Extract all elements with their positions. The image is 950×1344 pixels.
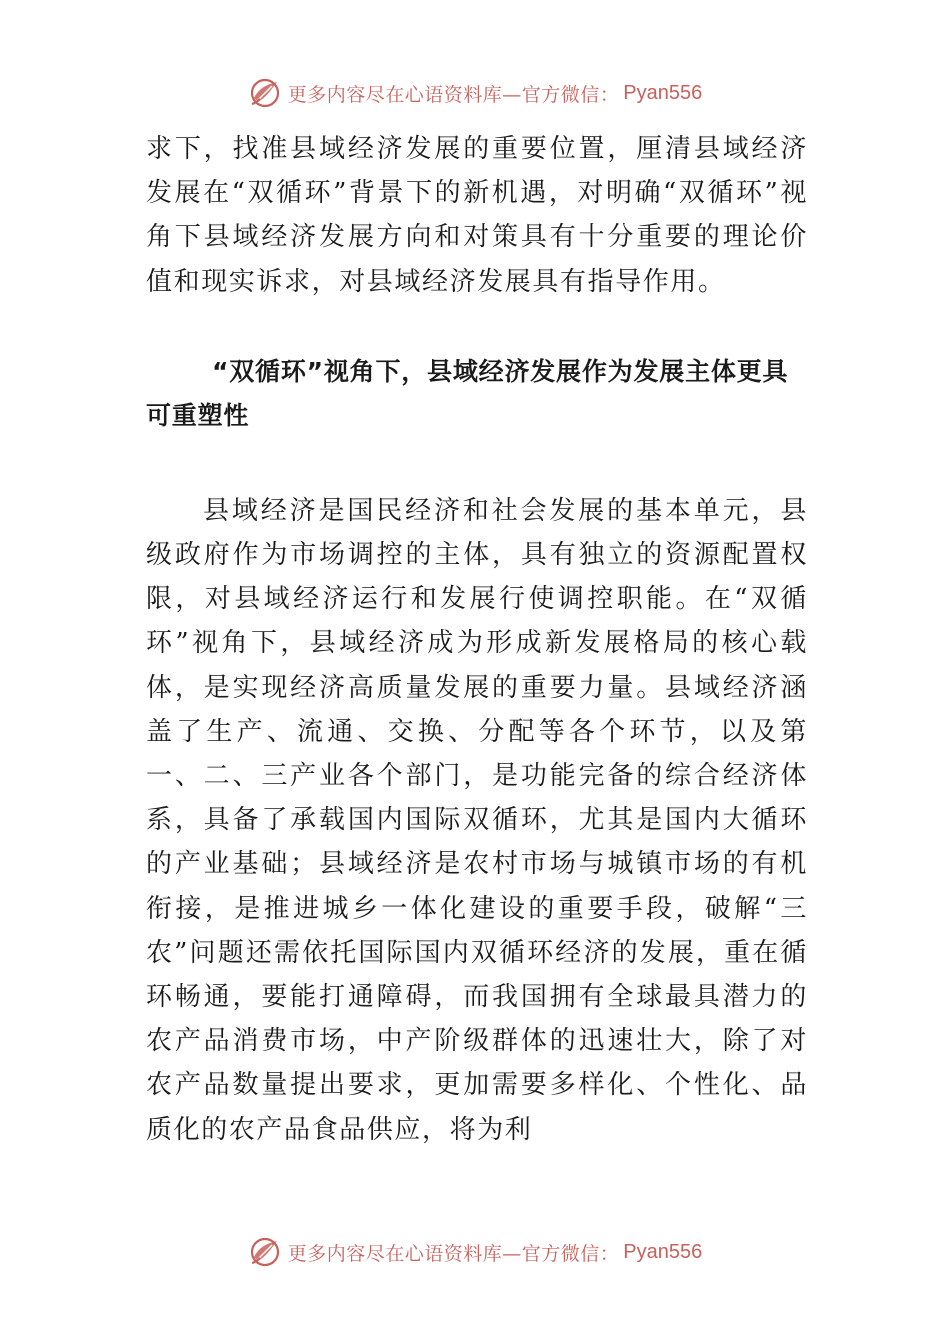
- leaf-swirl-logo-icon: [248, 76, 282, 110]
- paragraph-body: 县域经济是国民经济和社会发展的基本单元，县级政府作为市场调控的主体，具有独立的资源配置权限，对县域经济运行和发展行使调控职能。在“双循环”视角下，县域经济成为形成新发展格局的核心载体，是实现经济高质量发展的重要力量。县域经济涵盖了生产、流通、交换、分配等各个环节，以及第一、二、三产业各个部门，是功能完备的综合经济体系，具备了承载国内国际双循环，尤其是国内大循环的产业基础；县域经济是农村市场与城镇市场的有机衔接，是推进城乡一体化建设的重要手段，破解“三农”问题还需依托国际国内双循环经济的发展，重在循环畅通，要能打通障碍，而我国拥有全球最具潜力的农产品消费市场，中产阶级群体的迅速壮大，除了对农产品数量提出要求，更加需要多样化、个性化、品质化的农产品食品供应，将为利: [146, 495, 808, 1145]
- watermark-account: Pyan556: [623, 81, 703, 104]
- watermark-text: 更多内容尽在心语资料库—官方微信：: [287, 83, 620, 106]
- section-heading: “双循环”视角下，县域经济发展作为发展主体更具可重塑性: [146, 356, 789, 430]
- footer-watermark: [0, 1230, 950, 1274]
- header-watermark: [0, 71, 950, 115]
- document-body: [146, 127, 808, 1152]
- watermark-text: 更多内容尽在心语资料库—官方微信：: [287, 1242, 620, 1265]
- watermark-account: Pyan556: [623, 1240, 703, 1263]
- paragraph-continued: 求下，找准县域经济发展的重要位置，厘清县域经济发展在“双循环”背景下的新机遇，对明确“双循环”视角下县域经济发展方向和对策具有十分重要的理论价值和现实诉求，对县域经济发展具有指导作用。: [146, 134, 808, 297]
- leaf-swirl-logo-icon: [248, 1235, 282, 1269]
